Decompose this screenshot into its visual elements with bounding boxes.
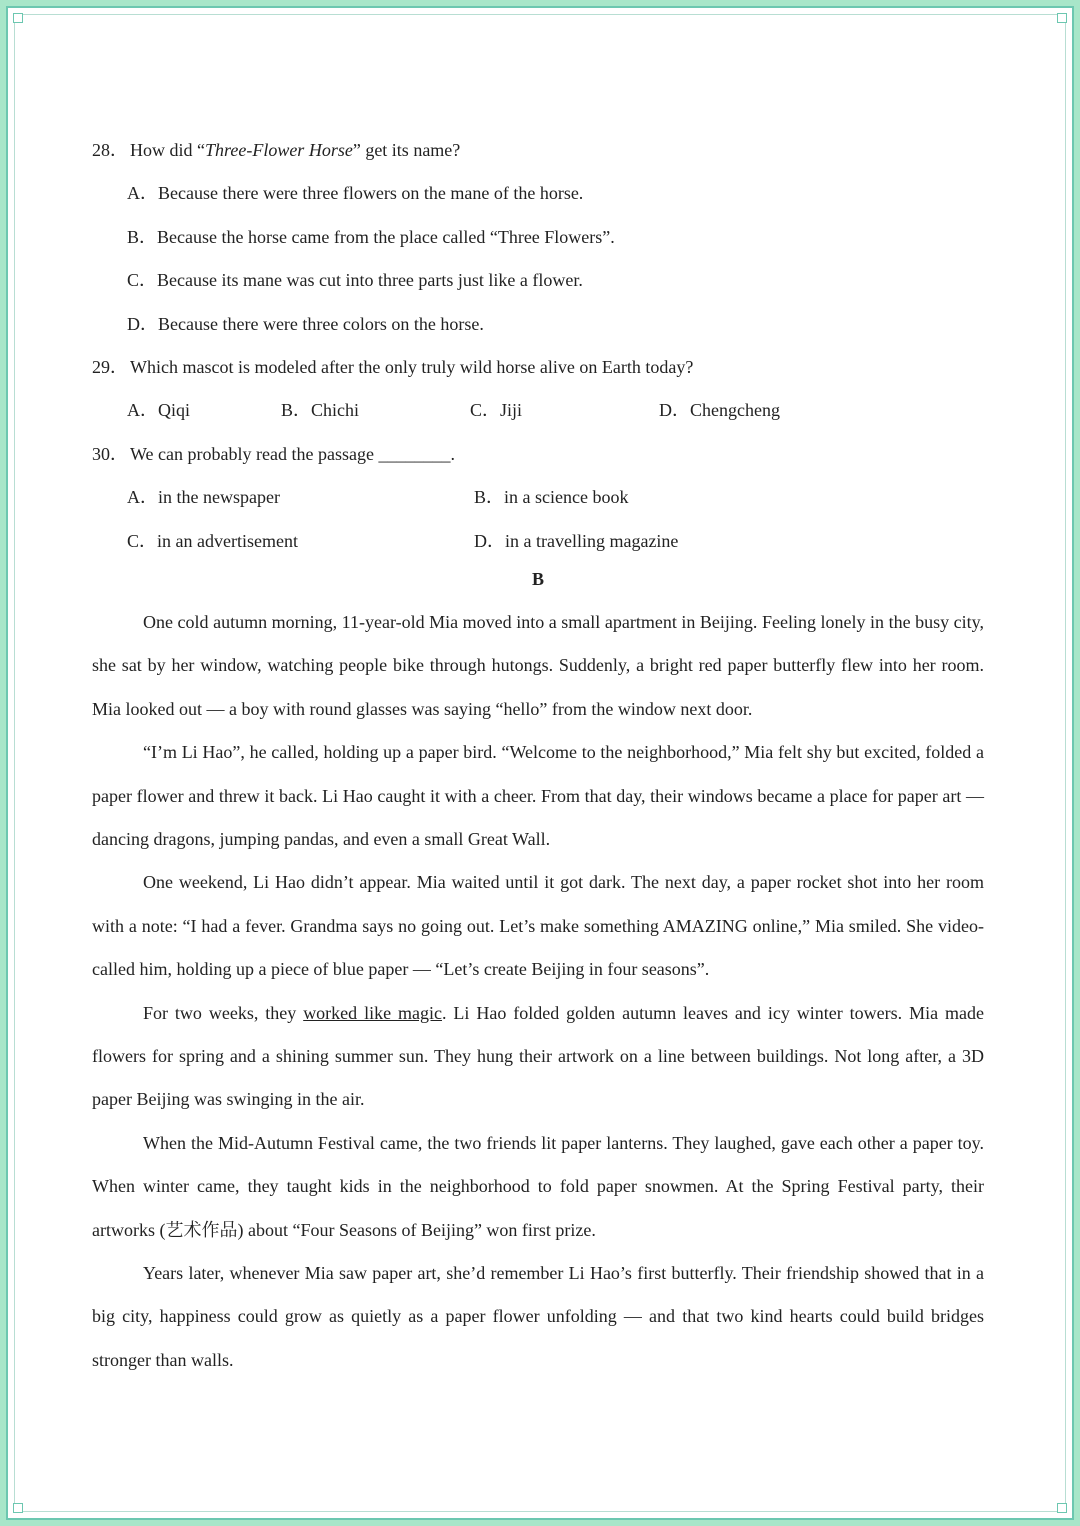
option-a: A．in the newspaper — [127, 487, 280, 508]
question-text: We can probably read the passage ________. — [130, 443, 455, 464]
option-a: A．Because there were three flowers on the mane of the horse. — [127, 183, 584, 204]
option-d: D．Because there were three colors on the horse. — [127, 313, 484, 334]
passage-paragraph — [92, 992, 984, 1122]
passage-paragraph: Years later, whenever Mia saw paper art, she’d remember Li Hao’s first butterfly. Their friendship showed that in a big city, happiness could grow as quietly as a paper flower unfolding — and that two kind hearts could build bridges stronger than walls. — [92, 1263, 984, 1370]
options-row — [92, 478, 984, 521]
option-c: C．Because its mane was cut into three parts just like a flower. — [127, 270, 583, 291]
option-b: B．in a science book — [474, 487, 629, 508]
question-30 — [92, 435, 984, 478]
reading-passage — [92, 601, 984, 1382]
question-text: Which mascot is modeled after the only truly wild horse alive on Earth today? — [130, 356, 694, 377]
passage-paragraph: One cold autumn morning, 11-year-old Mia moved into a small apartment in Beijing. Feeling lonely in the busy city, she sat by her window, watching people bike through hutongs. Suddenly, a bright red paper butterfly flew into her room. Mia looked out — a boy with round glasses was saying “hello” from the window next door. — [92, 611, 984, 719]
underlined-phrase: worked like magic — [303, 1002, 442, 1023]
corner-ornament — [13, 13, 23, 23]
question-28 — [92, 131, 984, 174]
question-number: 28． — [92, 140, 128, 160]
question-text-end: ” get its name? — [352, 140, 461, 160]
corner-ornament — [1057, 1503, 1067, 1513]
question-29 — [92, 348, 984, 391]
corner-ornament — [1057, 13, 1067, 23]
options-row — [92, 522, 984, 565]
passage-paragraph: “I’m Li Hao”, he called, holding up a paper bird. “Welcome to the neighborhood,” Mia felt shy but excited, folded a paper flower and threw it back. Li Hao caught it with a cheer. From that day, their windows became a place for paper art — dancing dragons, jumping pandas, and even a small Great Wall. — [92, 742, 984, 849]
passage-paragraph: When the Mid-Autumn Festival came, the two friends lit paper lanterns. They laughed, gave each other a paper toy. When winter came, they taught kids in the neighborhood to fold paper snowmen. At the Spring Festival party, their artworks (艺术作品) about “Four Seasons of Beijing” won first prize. — [92, 1132, 984, 1240]
question-text-start: How did “ — [130, 140, 205, 160]
question-number: 29． — [92, 356, 128, 377]
option-c: C．in an advertisement — [127, 530, 298, 551]
paragraph-text-start: For two weeks, they — [143, 1002, 304, 1023]
question-italic-term: Three-Flower Horse — [205, 140, 353, 160]
exam-content — [92, 131, 984, 1382]
passage-paragraph: One weekend, Li Hao didn’t appear. Mia waited until it got dark. The next day, a paper rocket shot into her room with a note: “I had a fever. Grandma says no going out. Let’s make something AMAZING online,” Mia smiled. She video-called him, holding up a piece of blue paper — “Let’s create Beijing in four seasons”. — [92, 872, 984, 980]
question-number: 30． — [92, 443, 128, 464]
option-d: D．in a travelling magazine — [474, 530, 679, 551]
option-d: D．Chengcheng — [659, 400, 780, 421]
section-title: B — [531, 568, 544, 589]
options-row — [92, 391, 984, 434]
corner-ornament — [13, 1503, 23, 1513]
option-b: B．Because the horse came from the place called “Three Flowers”. — [127, 226, 615, 247]
option-b: B．Chichi — [281, 400, 360, 421]
paragraph-text-end: . Li Hao folded golden autumn leaves and icy winter towers. Mia made flowers for spring and a shining summer sun. They hung their artwork on a line between buildings. Not long after, a 3D paper Beijing was swinging in the air. — [92, 1002, 984, 1110]
option-c: C．Jiji — [470, 400, 523, 421]
option-a: A．Qiqi — [127, 400, 190, 421]
